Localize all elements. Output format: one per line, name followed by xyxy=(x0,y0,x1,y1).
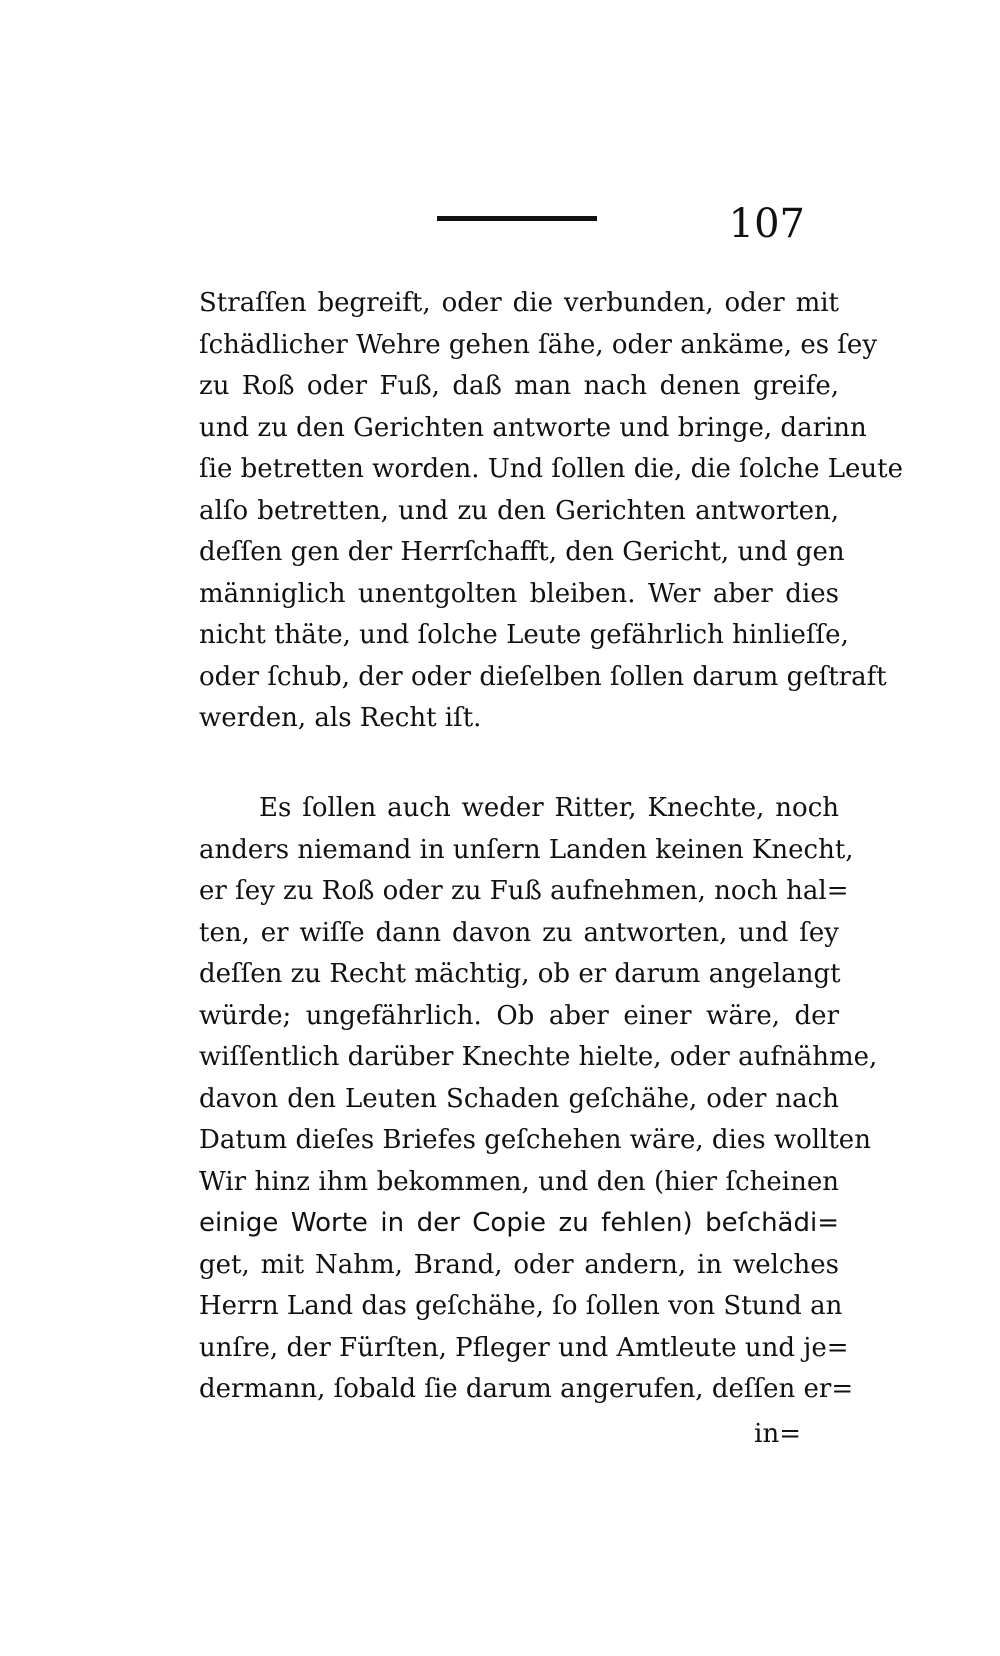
text-line: männiglich unentgolten bleiben. Wer aber dies xyxy=(199,578,839,609)
paragraph-1 xyxy=(199,283,903,740)
text-line: Herrn Land das geſchähe, ſo ſollen von Stund an xyxy=(199,1291,843,1321)
header-rule xyxy=(437,216,597,221)
text-line: oder ſchub, der oder dieſelben ſollen darum geſtraft xyxy=(199,661,887,692)
text-line: unſre, der Fürſten, Pfleger und Amtleute und je= xyxy=(199,1332,849,1363)
text-line: Wir hinz ihm bekommen, und den (hier ſcheinen xyxy=(199,1166,839,1197)
text-line: einige Worte in der Copie zu fehlen) beſchädi= xyxy=(199,1208,839,1238)
text-line: würde; ungefährlich. Ob aber einer wäre, der xyxy=(199,1000,839,1031)
text-line: anders niemand in unſern Landen keinen Knecht, xyxy=(199,834,854,865)
text-line: ten, er wiſſe dann davon zu antworten, und ſey xyxy=(199,917,839,948)
text-line: werden, als Recht iſt. xyxy=(199,703,482,733)
text-line: alſo betretten, und zu den Gerichten antworten, xyxy=(199,495,839,526)
text-line: er ſey zu Roß oder zu Fuß aufnehmen, noch hal= xyxy=(199,876,849,906)
text-line: Es ſollen auch weder Ritter, Knechte, noch xyxy=(259,793,839,823)
text-line: Datum dieſes Briefes geſchehen wäre, dies wollten xyxy=(199,1125,871,1155)
text-line: zu Roß oder Fuß, daß man nach denen greife, xyxy=(199,371,839,401)
text-line: dermann, ſobald ſie darum angerufen, deſſen er= xyxy=(199,1374,854,1404)
text-line: ſchädlicher Wehre gehen ſähe, oder ankäme, es ſey xyxy=(199,329,878,360)
catchword: in= xyxy=(754,1419,801,1449)
text-line: wiſſentlich darüber Knechte hielte, oder aufnähme, xyxy=(199,1042,878,1072)
text-line: deſſen gen der Herrſchafft, den Gericht, und gen xyxy=(199,537,845,567)
text-line: get, mit Nahm, Brand, oder andern, in welches xyxy=(199,1249,839,1280)
text-line: nicht thäte, und ſolche Leute gefährlich hinlieſſe, xyxy=(199,620,849,650)
text-line: deſſen zu Recht mächtig, ob er darum angelangt xyxy=(199,959,841,989)
text-line: ſie betretten worden. Und ſollen die, die ſolche Leute xyxy=(199,454,903,484)
text-line: davon den Leuten Schaden geſchähe, oder nach xyxy=(199,1083,839,1114)
text-line: Straſſen begreift, oder die verbunden, oder mit xyxy=(199,288,839,318)
paragraph-2 xyxy=(199,788,878,1411)
page-number: 107 xyxy=(728,201,805,247)
text-line: und zu den Gerichten antworte und bringe, darinn xyxy=(199,412,867,443)
